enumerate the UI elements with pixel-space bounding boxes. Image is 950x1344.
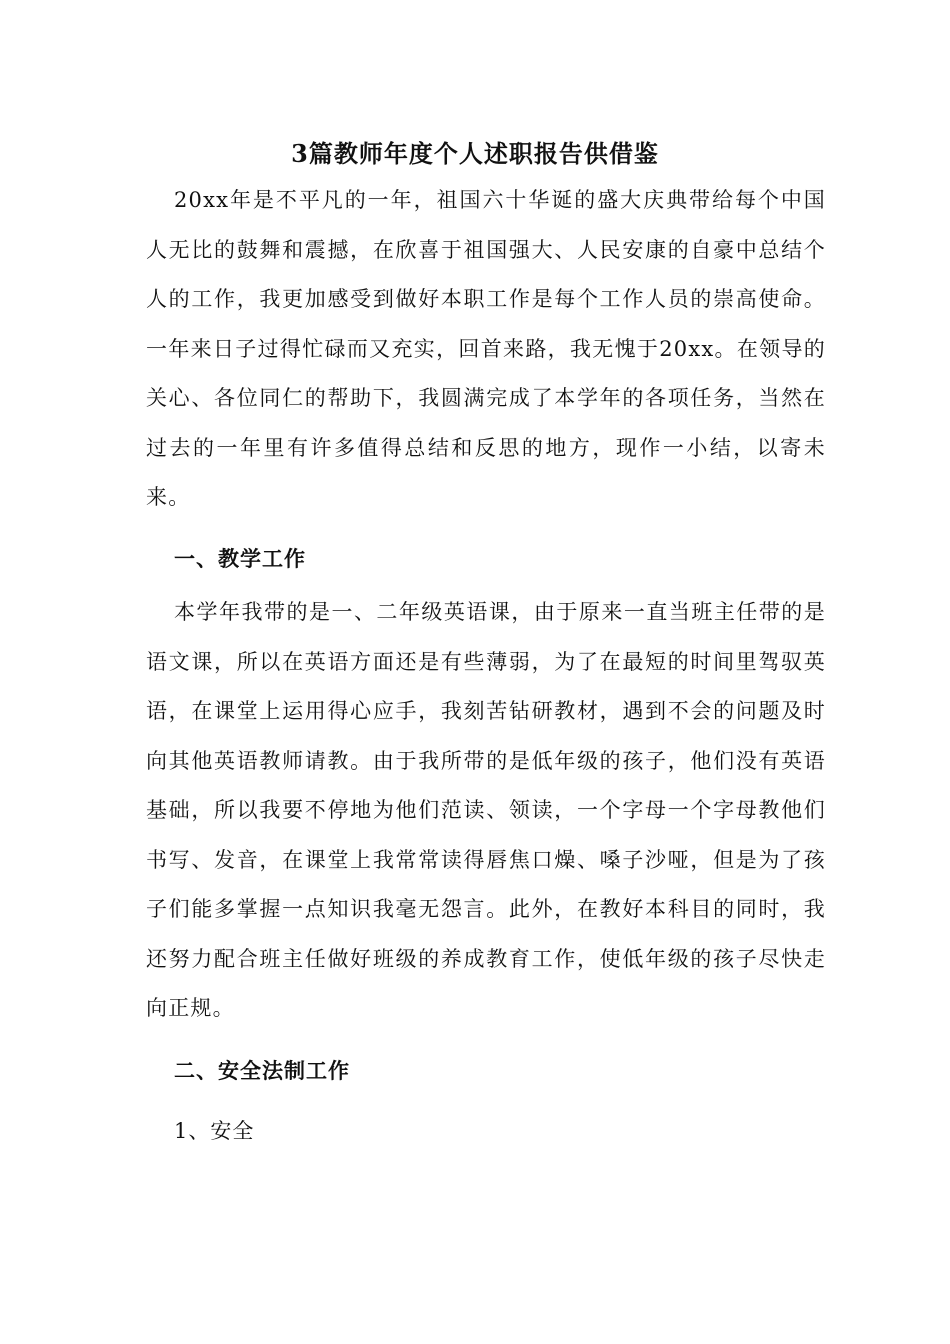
subsection-heading-safety: 1、安全 [174,1119,255,1143]
document-title: 3篇教师年度个人述职报告供借鉴 [291,139,659,168]
section-heading-teaching: 一、教学工作 [174,546,306,571]
intro-paragraph: 20xx年是不平凡的一年，祖国六十华诞的盛大庆典带给每个中国人无比的鼓舞和震撼，在欣喜于祖国强大、人民安康的自豪中总结个人的工作，我更加感受到做好本职工作是每个工作人员的崇高使命。一年来日子过得忙碌而又充实，回首来路，我无愧于20xx。在领导的关心、各位同仁的帮助下，我圆满完成了本学年的各项任务，当然在过去的一年里有许多值得总结和反思的地方，现作一小结，以寄未来。 [146,188,826,509]
teaching-paragraph: 本学年我带的是一、二年级英语课，由于原来一直当班主任带的是语文课，所以在英语方面还是有些薄弱，为了在最短的时间里驾驭英语，在课堂上运用得心应手，我刻苦钻研教材，遇到不会的问题及时向其他英语教师请教。由于我所带的是低年级的孩子，他们没有英语基础，所以我要不停地为他们范读、领读，一个字母一个字母教他们书写、发音，在课堂上我常常读得唇焦口燥、嗓子沙哑，但是为了孩子们能多掌握一点知识我毫无怨言。此外，在教好本科目的同时，我还努力配合班主任做好班级的养成教育工作，使低年级的孩子尽快走向正规。 [146,600,826,1020]
section-heading-safety-law: 二、安全法制工作 [174,1058,350,1083]
